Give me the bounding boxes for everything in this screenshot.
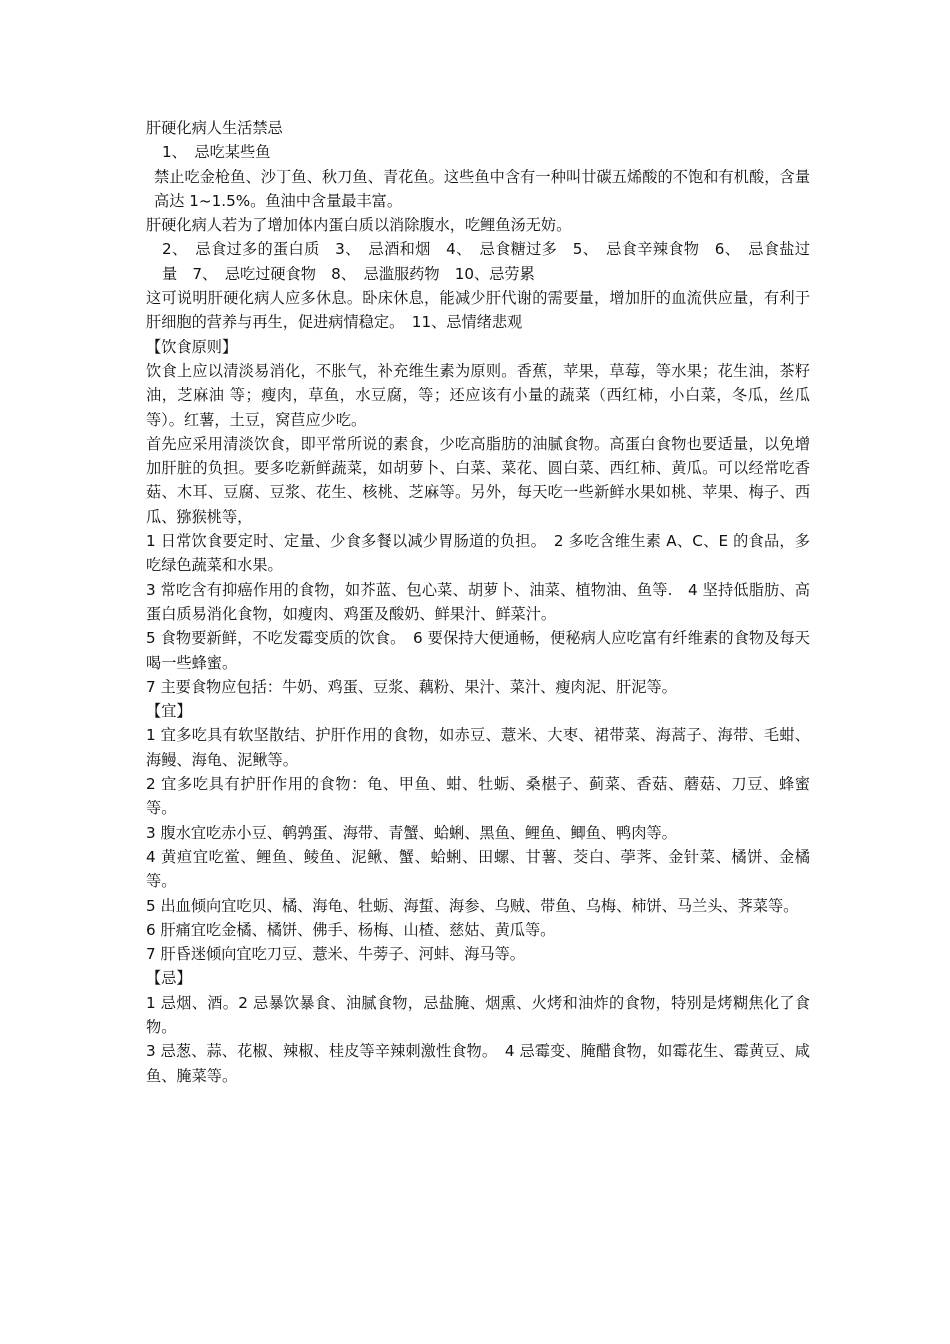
document-page — [146, 116, 810, 1088]
item1-note: 肝硬化病人若为了增加体内蛋白质以消除腹水，吃鲤鱼汤无妨。 — [146, 216, 572, 235]
diet-paragraph-1: 饮食上应以清淡易消化，不胀气，补充维生素为原则。香蕉，苹果，草莓，等水果；花生油，茶籽油，芝麻油 等；瘦肉，草鱼，水豆腐，等；还应该有小量的蔬菜（西红柿，小白菜，冬瓜，丝瓜等）。红薯，土豆，窝苣应少吃。 — [146, 361, 810, 429]
item1-body: 禁止吃金枪鱼、沙丁鱼、秋刀鱼、青花鱼。这些鱼中含有一种叫廿碳五烯酸的不饱和有机酸，含量高达 1~1.5%。鱼油中含量最丰富。 — [154, 167, 810, 210]
diet-paragraph-2: 首先应采用清淡饮食，即平常所说的素食，少吃高脂肪的油腻食物。高蛋白食物也要适量，以免增加肝脏的负担。要多吃新鲜蔬菜，如胡萝卜、白菜、菜花、圆白菜、西红柿、黄瓜。可以经常吃香菇、木耳、豆腐、豆浆、花生、核桃、芝麻等。另外，每天吃一些新鲜水果如桃、苹果、梅子、西瓜、猕猴桃等， — [146, 434, 810, 526]
diet-principles-heading: 【饮食原则】 — [146, 337, 238, 356]
recommended-item-3: 3 腹水宜吃赤小豆、鹌鹑蛋、海带、青蟹、蛤蜊、黑鱼、鲤鱼、鲫鱼、鸭肉等。 — [146, 823, 677, 842]
rest-note: 这可说明肝硬化病人应多休息。卧床休息，能减少肝代谢的需要量，增加肝的血流供应量，有利于肝细胞的营养与再生，促进病情稳定。 11、忌情绪悲观 — [146, 289, 810, 332]
diet-paragraph-4: 3 常吃含有抑癌作用的食物，如芥蓝、包心菜、胡萝卜、油菜、植物油、鱼等. 4 坚持低脂肪、高蛋白质易消化食物，如瘦肉、鸡蛋及酸奶、鲜果汁、鲜菜汁。 — [146, 580, 810, 623]
diet-paragraph-3: 1 日常饮食要定时、定量、少食多餐以减少胃肠道的负担。 2 多吃含维生素 A、C、E 的食品，多吃绿色蔬菜和水果。 — [146, 532, 810, 575]
diet-paragraph-6: 7 主要食物应包括：牛奶、鸡蛋、豆浆、藕粉、果汁、菜汁、瘦肉泥、肝泥等。 — [146, 677, 677, 696]
avoid-item-2: 3 忌葱、蒜、花椒、辣椒、桂皮等辛辣刺激性食物。 4 忌霉变、腌醋食物，如霉花生、霉黄豆、咸鱼、腌菜等。 — [146, 1042, 810, 1085]
avoid-item-1: 1 忌烟、酒。2 忌暴饮暴食、油腻食物，忌盐腌、烟熏、火烤和油炸的食物，特别是烤糊焦化了食物。 — [146, 993, 810, 1036]
recommended-item-7: 7 肝昏迷倾向宜吃刀豆、薏米、牛蒡子、河蚌、海马等。 — [146, 945, 525, 964]
diet-paragraph-5: 5 食物要新鲜，不吃发霉变质的饮食。 6 要保持大便通畅，便秘病人应吃富有纤维素的食物及每天喝一些蜂蜜。 — [146, 629, 810, 672]
recommended-heading: 【宜】 — [146, 702, 192, 721]
recommended-item-1: 1 宜多吃具有软坚散结、护肝作用的食物，如赤豆、薏米、大枣、裙带菜、海蒿子、海带、毛蚶、海鳗、海龟、泥鳅等。 — [146, 726, 810, 769]
item1-heading: 1、 忌吃某些鱼 — [162, 143, 271, 162]
recommended-item-4: 4 黄疸宜吃鲎、鲤鱼、鲮鱼、泥鳅、蟹、蛤蜊、田螺、甘薯、茭白、荸荠、金针菜、橘饼、金橘等。 — [146, 847, 810, 891]
items-2-10: 2、 忌食过多的蛋白质 3、 忌酒和烟 4、 忌食糖过多 5、 忌食辛辣食物 6、 忌食盐过量 7、 忌吃过硬食物 8、 忌滥服药物 10、忌劳累 — [162, 240, 810, 283]
recommended-item-2: 2 宜多吃具有护肝作用的食物：龟、甲鱼、蚶、牡蛎、桑椹子、蓟菜、香菇、蘑菇、刀豆、蜂蜜等。 — [146, 775, 810, 818]
recommended-item-6: 6 肝痛宜吃金橘、橘饼、佛手、杨梅、山楂、慈姑、黄瓜等。 — [146, 920, 556, 939]
document-title: 肝硬化病人生活禁忌 — [146, 119, 283, 137]
recommended-item-5: 5 出血倾向宜吃贝、橘、海龟、牡蛎、海蜇、海参、乌贼、带鱼、乌梅、柿饼、马兰头、荠菜等。 — [146, 896, 799, 915]
avoid-heading: 【忌】 — [146, 969, 192, 988]
